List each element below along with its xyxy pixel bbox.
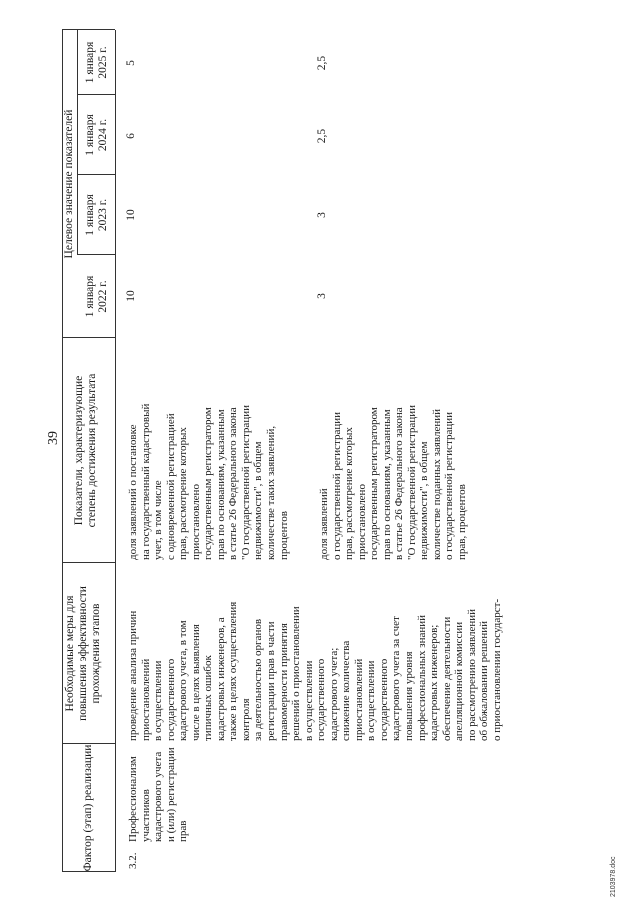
- text-line: процентов: [277, 511, 290, 560]
- text-line: государственного: [377, 658, 390, 741]
- text-line: снижение количества: [340, 640, 353, 741]
- value-1-2022: 10: [125, 290, 137, 302]
- text-line: кадастровых инженеров, а: [214, 617, 227, 741]
- text-line: количестве поданных заявлений: [430, 409, 443, 560]
- text-line: кадастровых инженеров;: [428, 624, 441, 741]
- header-measures-line: Необходимые меры для: [64, 595, 76, 712]
- indicator-1-text: [127, 404, 290, 560]
- header-year-line: 2024 г.: [97, 118, 109, 152]
- header-year-line: 2022 г.: [97, 280, 109, 313]
- text-line: государственным регистратором: [368, 407, 381, 560]
- text-line: недвижимости", в общем: [252, 441, 265, 560]
- header-year-2024: [84, 95, 110, 175]
- header-year-2023: [84, 175, 110, 255]
- text-line: правомерности принятия: [277, 623, 290, 741]
- text-line: кадастрового учета;: [327, 647, 340, 741]
- value-1-2024: 6: [125, 133, 137, 139]
- text-line: государственным регистратором: [202, 407, 215, 560]
- text-line: государственного: [315, 658, 328, 741]
- text-line: "О государственной регистрации: [239, 405, 252, 560]
- text-line: государственного: [164, 658, 177, 741]
- text-line: приостановлений: [139, 658, 152, 741]
- text-line: кадастрового учета за счет: [390, 616, 403, 741]
- value-2-2023: 3: [316, 212, 328, 218]
- text-line: контроля: [239, 698, 252, 741]
- header-measures-line: прохождения этапов: [90, 603, 102, 704]
- text-line: прав по основаниям, указанным: [380, 409, 393, 560]
- text-line: количестве таких заявлений,: [265, 425, 278, 560]
- text-line: кадастрового учета, в том: [177, 620, 190, 741]
- text-line: на государственный кадастровый: [139, 403, 152, 560]
- text-line: доля заявлений: [318, 488, 330, 560]
- text-line: о государственной регистрации: [443, 411, 456, 560]
- text-line: прав: [177, 820, 190, 842]
- text-line: приостановлено: [189, 484, 202, 560]
- text-line: приостановлено: [355, 484, 368, 560]
- header-year-2025: [84, 30, 110, 95]
- text-line: повышения уровня: [403, 651, 416, 741]
- text-line: по рассмотрению заявлений: [465, 608, 478, 741]
- measures-text: [127, 599, 503, 741]
- header-indicators: [73, 338, 99, 563]
- target-group-divider: [77, 30, 78, 255]
- text-line: недвижимости", в общем: [418, 441, 431, 560]
- value-2-2024: 2,5: [316, 128, 328, 144]
- text-line: Профессионализм: [127, 756, 139, 842]
- text-line: доля заявлений о постановке: [127, 424, 139, 560]
- header-year-2022: [84, 255, 110, 338]
- text-line: с одновременной регистрацией: [164, 413, 177, 560]
- page-number: 39: [46, 431, 61, 445]
- header-indicators-line: Показатели, характеризующие: [73, 375, 85, 526]
- text-line: профессиональных знаний: [415, 615, 428, 741]
- text-line: проведение анализа причин: [127, 610, 139, 741]
- file-label: 2103978.doc: [610, 856, 617, 897]
- value-1-2025: 5: [125, 60, 137, 66]
- text-line: "О государственной регистрации: [405, 405, 418, 560]
- indicator-2-text: [318, 405, 469, 560]
- text-line: за деятельностью органов: [252, 618, 265, 741]
- text-line: в статье 26 Федерального закона: [227, 407, 240, 560]
- text-line: о государственной регистрации: [330, 411, 343, 560]
- text-line: прав по основаниям, указанным: [214, 409, 227, 560]
- header-year-line: 1 января: [84, 194, 96, 236]
- header-year-line: 2025 г.: [97, 46, 109, 79]
- text-line: прав, рассмотрение которых: [343, 427, 356, 560]
- value-2-2022: 3: [316, 293, 328, 299]
- header-indicators-line: степень достижения результата: [86, 373, 98, 528]
- text-line: в осуществлении: [365, 660, 378, 741]
- factor-text: [127, 747, 190, 842]
- header-year-line: 1 января: [84, 114, 96, 156]
- header-bottom-border: [115, 30, 116, 872]
- text-line: приостановлений: [352, 658, 365, 741]
- row-number: 3.2.: [127, 852, 139, 869]
- text-line: регистрации прав в части: [265, 621, 278, 741]
- text-line: прав, рассмотрение которых: [177, 427, 190, 560]
- header-factor: Фактор (этап) реализации: [82, 744, 94, 872]
- text-line: кадастрового учета: [152, 751, 165, 842]
- text-line: типичных ошибок: [202, 655, 215, 741]
- header-year-line: 1 января: [84, 41, 96, 84]
- header-year-line: 2023 г.: [97, 198, 109, 232]
- text-line: о приостановлении государст-: [490, 598, 503, 741]
- text-line: участников: [139, 789, 152, 842]
- text-line: решений о приостановлении: [290, 606, 303, 741]
- value-1-2023: 10: [125, 209, 137, 221]
- text-line: также в целях осуществления: [227, 601, 240, 741]
- header-target-values: Целевое значение показателей: [63, 109, 75, 259]
- text-line: в статье 26 Федерального закона: [393, 407, 406, 560]
- text-line: учет, в том числе: [152, 480, 165, 560]
- text-line: обеспечение деятельности: [440, 616, 453, 741]
- header-year-line: 1 января: [84, 275, 96, 318]
- header-measures: [64, 563, 103, 744]
- text-line: в осуществлении: [152, 660, 165, 741]
- header-measures-line: повышения эффективности: [77, 586, 89, 721]
- text-line: об обжаловании решений: [478, 621, 491, 741]
- text-line: в осуществлении: [302, 660, 315, 741]
- text-line: и (или) регистрации: [164, 747, 177, 842]
- value-2-2025: 2,5: [316, 55, 328, 71]
- text-line: числе в целях выявления: [189, 624, 202, 741]
- text-line: апелляционной комиссии: [453, 621, 466, 741]
- text-line: прав, процентов: [456, 484, 469, 560]
